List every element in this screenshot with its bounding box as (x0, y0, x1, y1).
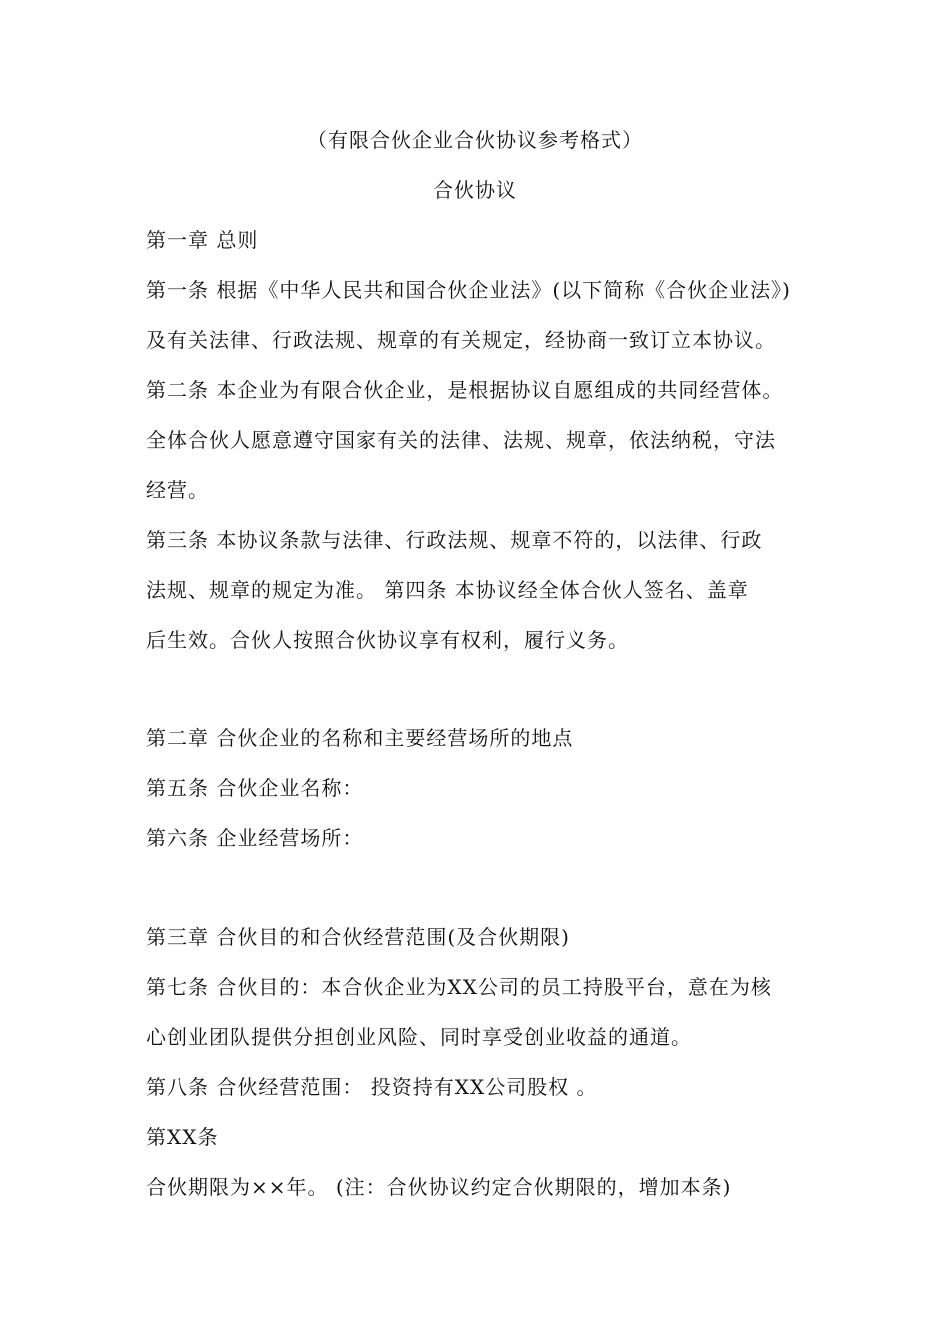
text-line: 第八条 合伙经营范围： 投资持有XX公司股权 。 (146, 1075, 598, 1099)
text-line: 法规、规章的规定为准。 第四条 本协议经全体合伙人签名、盖章 (146, 578, 749, 602)
document-title: 合伙协议 (433, 178, 517, 202)
text-line: 后生效。合伙人按照合伙协议享有权利，履行义务。 (146, 628, 629, 652)
text-line: 第二条 本企业为有限合伙企业，是根据协议自愿组成的共同经营体。 (146, 378, 784, 402)
text-line: 合伙期限为××年。 (注：合伙协议约定合伙期限的，增加本条) (146, 1175, 732, 1199)
chapter-heading: 第二章 合伙企业的名称和主要经营场所的地点 (146, 726, 574, 750)
text-line: 全体合伙人愿意遵守国家有关的法律、法规、规章，依法纳税，守法 (146, 428, 776, 452)
text-line: 第XX条 (146, 1125, 219, 1149)
chapter-heading: 第一章 总则 (146, 228, 259, 252)
text-line: 及有关法律、行政法规、规章的有关规定，经协商一致订立本协议。 (146, 328, 776, 352)
text-line: 第一条 根据《中华人民共和国合伙企业法》(以下简称《合伙企业法》) (146, 278, 791, 302)
text-line: 第六条 企业经营场所： (146, 826, 364, 850)
document-subtitle: （有限合伙企业合伙协议参考格式） (307, 128, 643, 152)
chapter-heading: 第三章 合伙目的和合伙经营范围(及合伙期限) (146, 925, 570, 949)
text-line: 第七条 合伙目的：本合伙企业为XX公司的员工持股平台，意在为核 (146, 975, 772, 999)
text-line: 第五条 合伙企业名称： (146, 776, 364, 800)
text-line: 经营。 (146, 478, 209, 502)
text-line: 第三条 本协议条款与法律、行政法规、规章不符的，以法律、行政 (146, 528, 763, 552)
text-line: 心创业团队提供分担创业风险、同时享受创业收益的通道。 (146, 1025, 692, 1049)
